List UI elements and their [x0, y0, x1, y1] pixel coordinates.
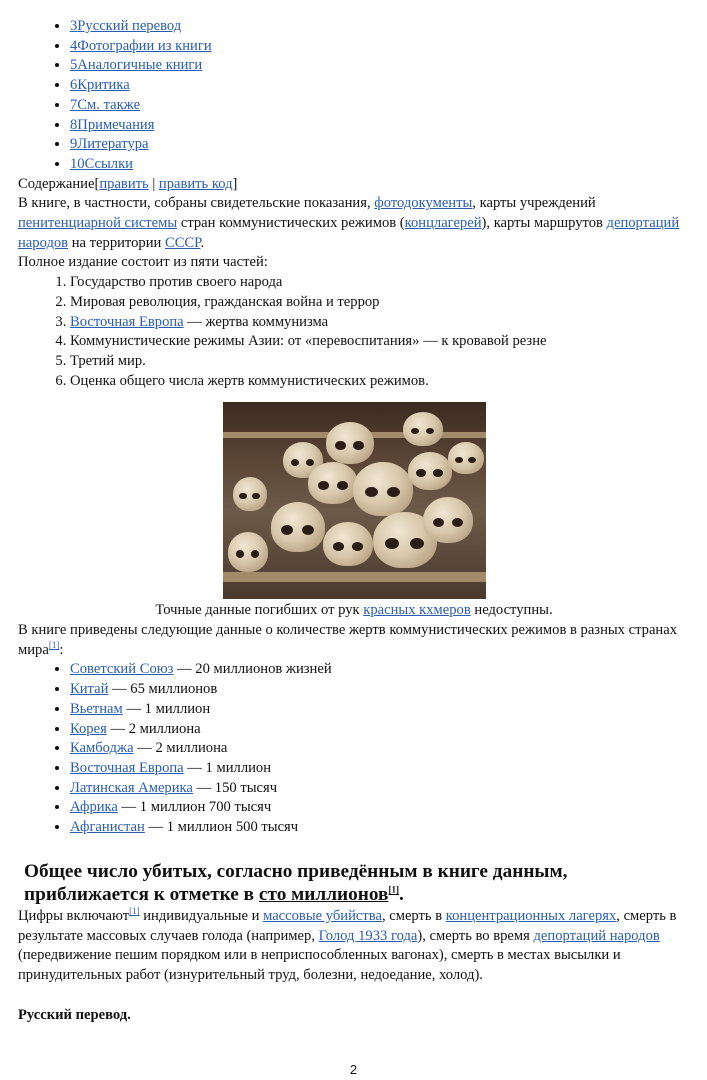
footnote-ref[interactable]: [1]: [388, 884, 399, 895]
intro-paragraph: В книге, в частности, собраны свидетельские показания, фотодокументы, карты учреждений пенитенциарной системы стран коммунистических режимов (концлагерей), карты маршрутов депортаций народов на территории СССР.: [18, 195, 680, 251]
part-item: 1. Государство против своего народа: [70, 273, 690, 293]
skull: [308, 462, 358, 504]
skull: [423, 497, 473, 543]
stats-item: • Восточная Европа — 1 миллион: [70, 759, 690, 779]
skull: [353, 462, 413, 516]
stats-item: • Советский Союз — 20 миллионов жизней: [70, 660, 690, 680]
part-item: 6. Оценка общего числа жертв коммунистических режимов.: [70, 372, 690, 392]
stats-item: • Корея — 2 миллиона: [70, 720, 690, 740]
stats-item: • Китай — 65 миллионов: [70, 680, 690, 700]
skull: [326, 422, 374, 464]
skull: [448, 442, 484, 474]
eastern-europe-link[interactable]: Восточная Европа: [70, 313, 184, 330]
stats-item: • Камбоджа — 2 миллиона: [70, 739, 690, 759]
edit-code-link[interactable]: править код: [158, 175, 233, 192]
part-item: 2. Мировая революция, гражданская война и террор: [70, 293, 690, 313]
stats-intro: В книге приведены следующие данные о количестве жертв коммунистических режимов в разных странах мира[1]:: [18, 622, 678, 658]
figure-caption: Точные данные погибших от рук красных кхмеров недоступны.: [155, 602, 553, 619]
table-of-contents: [18, 17, 690, 175]
part-item: 3. Восточная Европа — жертва коммунизма: [70, 313, 690, 333]
concentration-camps-link[interactable]: концентрационных лагерях: [445, 907, 617, 924]
skull: [408, 452, 452, 490]
footnote-ref[interactable]: [1]: [48, 639, 60, 650]
mass-killings-link[interactable]: массовые убийства: [263, 907, 382, 924]
edit-link[interactable]: править: [99, 175, 149, 192]
khmer-rouge-link[interactable]: красных кхмеров: [363, 602, 471, 619]
skull: [271, 502, 325, 552]
toc-item[interactable]: • 6Критика: [70, 76, 690, 96]
parts-intro: Полное издание состоит из пяти частей:: [18, 254, 268, 271]
deportations-link[interactable]: депортаций народов: [533, 927, 660, 944]
skull: [228, 532, 268, 572]
toc-item[interactable]: • 10Ссылки: [70, 155, 690, 175]
section-title: Русский перевод.: [18, 1006, 131, 1023]
famine-1933-link[interactable]: Голод 1933 года: [318, 927, 418, 944]
deportations-link[interactable]: депортаций народов: [18, 215, 680, 251]
toc-item[interactable]: • 8Примечания: [70, 116, 690, 136]
skull: [323, 522, 373, 566]
page-number: 2: [349, 1062, 358, 1077]
skulls-photo: [223, 402, 486, 599]
skull: [233, 477, 267, 511]
contents-line: Содержание[править | править код]: [18, 175, 238, 192]
toc-item[interactable]: • 7См. также: [70, 96, 690, 116]
stats-item: • Афганистан — 1 миллион 500 тысяч: [70, 818, 690, 838]
stats-item: • Вьетнам — 1 миллион: [70, 700, 690, 720]
toc-item[interactable]: • 3Русский перевод: [70, 17, 690, 37]
toc-item[interactable]: • 5Аналогичные книги: [70, 56, 690, 76]
toc-item[interactable]: • 4Фотографии из книги: [70, 37, 690, 57]
skull: [403, 412, 443, 446]
concentration-camps-link[interactable]: концлагерей: [404, 215, 482, 232]
total-headline: Общее число убитых, согласно приведённым в книге данным, приближается к отметке в сто миллионов[1].: [24, 860, 568, 906]
stats-list: [18, 660, 690, 837]
part-item: 5. Третий мир.: [70, 352, 690, 372]
penitentiary-link[interactable]: пенитенциарной системы: [18, 215, 178, 232]
parts-list: [18, 273, 690, 391]
stats-item: • Африка — 1 миллион 700 тысяч: [70, 798, 690, 818]
document-page: [18, 17, 690, 1025]
part-item: 4. Коммунистические режимы Азии: от «перевоспитания» — к кровавой резне: [70, 332, 690, 352]
footnote-ref[interactable]: [1]: [129, 905, 140, 916]
toc-item[interactable]: • 9Литература: [70, 135, 690, 155]
photodocs-link[interactable]: фотодокументы: [374, 195, 473, 212]
figure: [18, 402, 690, 621]
stats-item: • Латинская Америка — 150 тысяч: [70, 779, 690, 799]
figures-paragraph: Цифры включают[1] индивидуальные и массовые убийства, смерть в концентрационных лагерях, смерть в результате массовых случаев голода (например, Голод 1933 года), смерть во время депортаций народов (передвижение пешим порядком или в неприспособленных вагонах), смерть в местах высылки и принудительных работ (изнурительный труд, болезни, недоедание, холод).: [18, 905, 677, 983]
hundred-million-link[interactable]: сто миллионов: [258, 884, 389, 906]
ussr-link[interactable]: СССР: [164, 234, 201, 251]
shelf: [223, 572, 486, 582]
